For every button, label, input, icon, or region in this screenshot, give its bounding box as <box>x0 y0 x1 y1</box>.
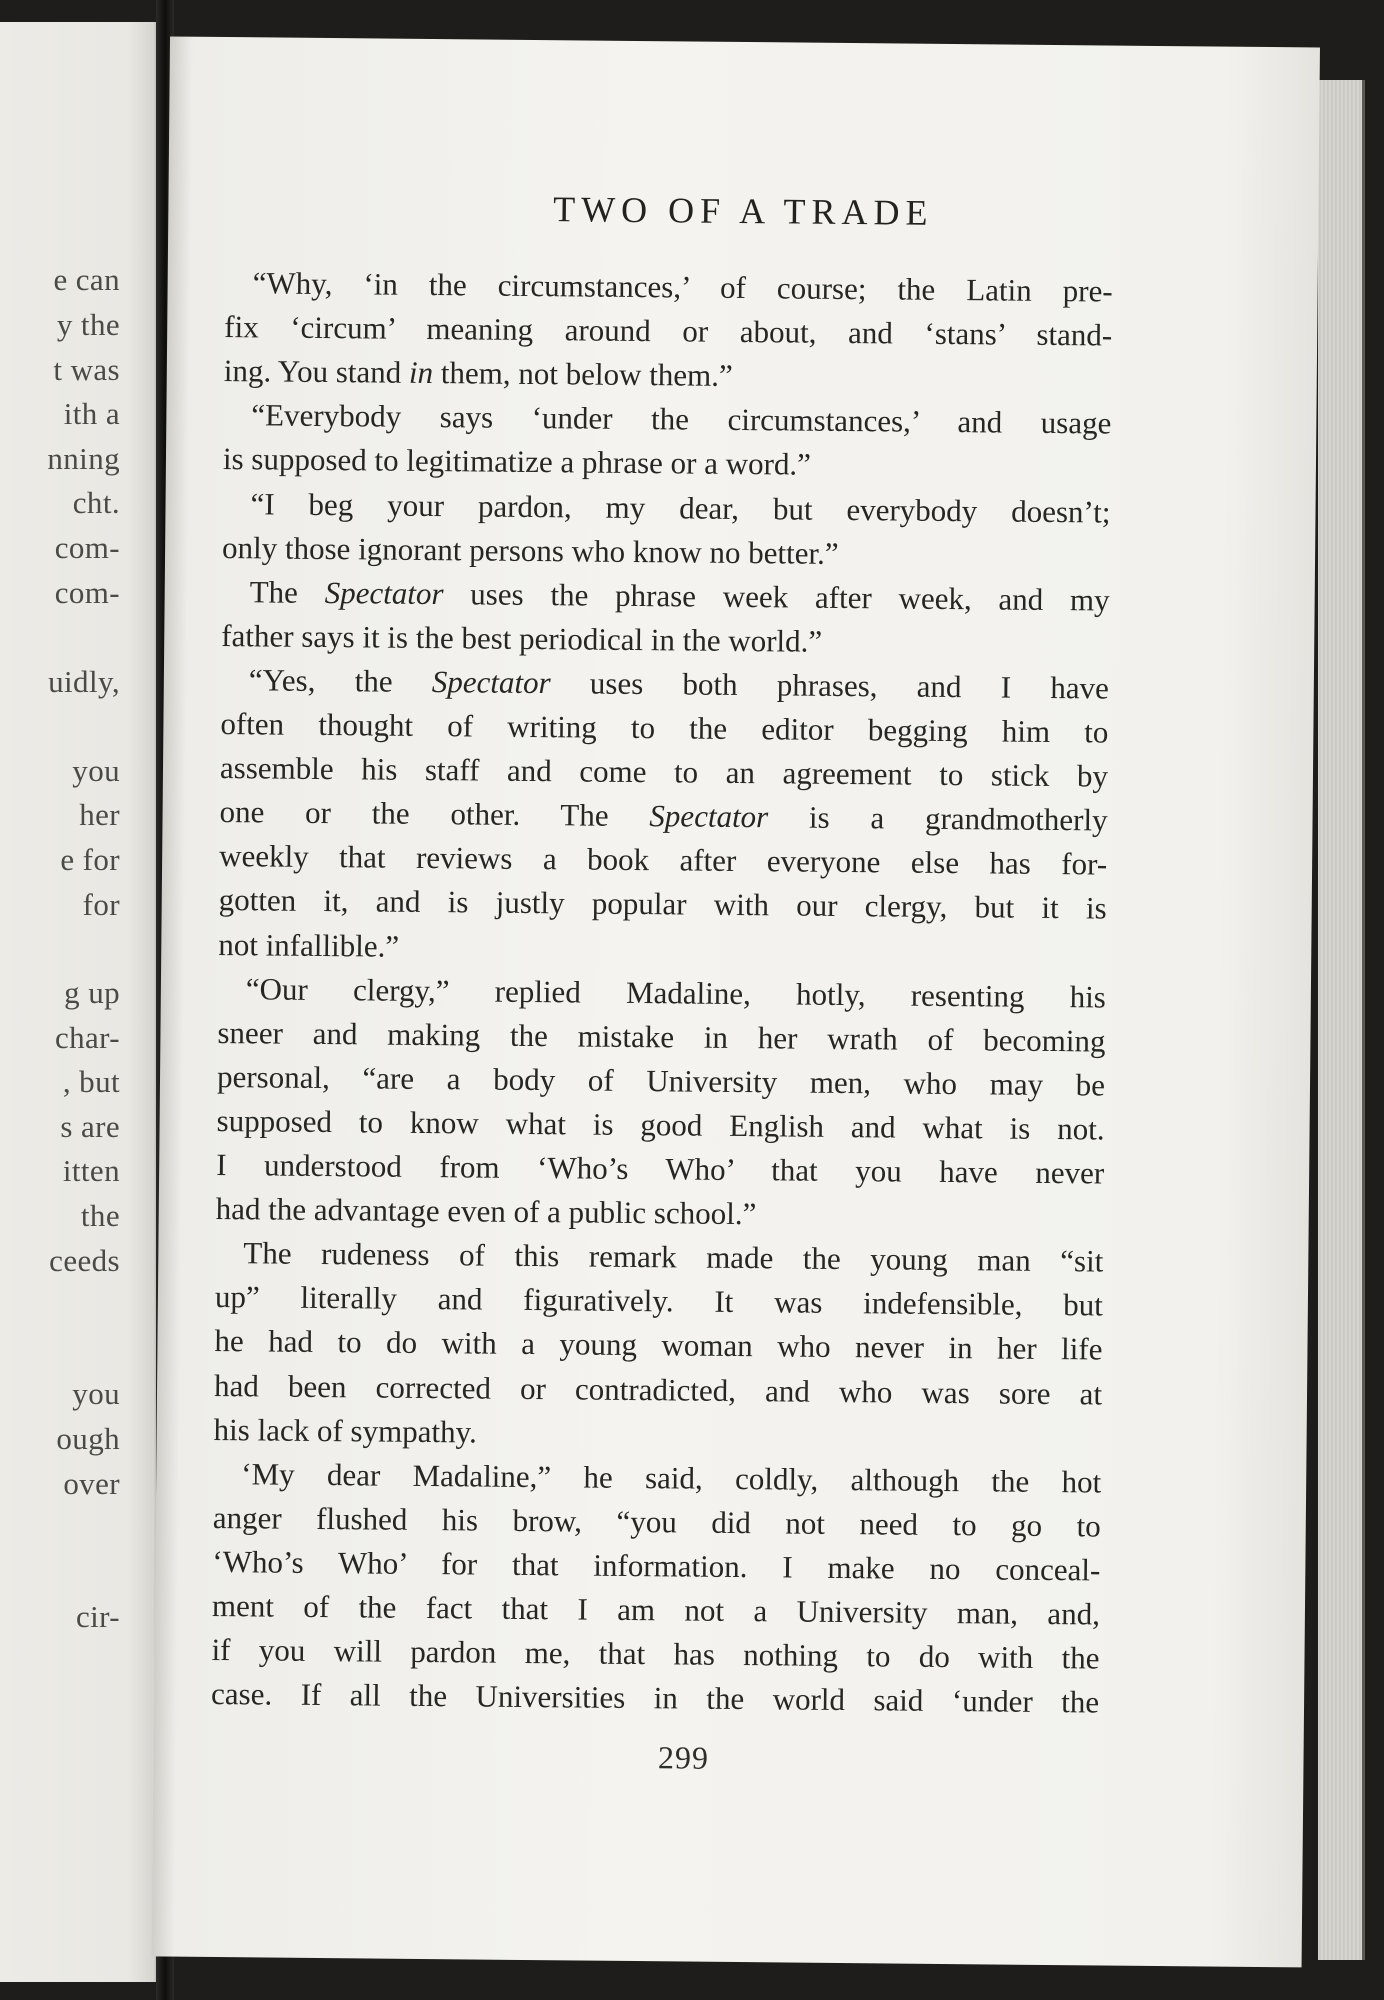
body-line: The rudeness of this remark made the young man “sit <box>243 1235 1104 1279</box>
body-line: The Spectator uses the phrase week after week, and my <box>249 573 1110 618</box>
body-line: sneer and making the mistake in her wrath of becoming <box>217 1014 1106 1059</box>
body-line: “Yes, the Spectator uses both phrases, and I have <box>248 662 1109 706</box>
left-page-line: , but <box>62 1064 120 1099</box>
left-page-line: t was <box>53 352 120 387</box>
left-page-line: her <box>79 797 120 832</box>
left-page-line: e for <box>60 842 120 877</box>
body-line: had the advantage even of a public school.” <box>215 1191 757 1232</box>
left-page-line: com- <box>54 575 120 610</box>
left-page <box>0 22 160 1982</box>
body-line: is supposed to legitimatize a phrase or a word.” <box>222 441 812 483</box>
body-line: his lack of sympathy. <box>213 1411 477 1450</box>
left-page-line: you <box>72 753 120 788</box>
body-line: one or the other. The Spectator is a grandmotherly <box>219 794 1108 838</box>
left-page-line: ough <box>56 1421 120 1456</box>
body-line: ‘Who’s Who’ for that information. I make no conceal- <box>212 1543 1101 1588</box>
body-line: weekly that reviews a book after everyone else has for- <box>218 838 1108 882</box>
body-line: case. If all the Universities in the world said ‘under the <box>210 1676 1100 1720</box>
body-line: only those ignorant persons who know no better.” <box>221 529 839 571</box>
body-line: ‘My dear Madaline,” he said, coldly, although the hot <box>241 1455 1102 1500</box>
left-page-line: cht. <box>72 485 120 520</box>
right-page <box>152 36 1320 1967</box>
body-line: often thought of writing to the editor begging him to <box>220 705 1109 750</box>
left-page-line: y the <box>56 307 120 342</box>
left-page-line: com- <box>54 530 120 565</box>
page-stack-edge <box>1318 80 1365 1960</box>
body-line: ment of the fact that I am not a University man, and, <box>211 1587 1101 1632</box>
body-line: anger flushed his brow, “you did not need to go to <box>212 1499 1101 1544</box>
body-line: had been corrected or contradicted, and who was sore at <box>213 1367 1103 1411</box>
body-line: if you will pardon me, that has nothing to do with the <box>211 1632 1100 1676</box>
left-page-line: nning <box>47 441 120 476</box>
left-page-line: s are <box>60 1109 120 1144</box>
left-page-line: ith a <box>63 396 120 431</box>
left-page-line: you <box>72 1376 120 1411</box>
left-page-line: the <box>80 1198 120 1233</box>
left-page-line: char- <box>54 1020 120 1055</box>
body-line: “Why, ‘in the circumstances,’ of course; the Latin pre- <box>252 265 1113 309</box>
running-header: TWO OF A TRADE <box>553 189 934 233</box>
body-line: I understood from ‘Who’s Who’ that you have never <box>216 1146 1105 1191</box>
body-line: “Everybody says ‘under the circumstances,’ and usage <box>251 397 1112 441</box>
left-page-line: cir- <box>76 1599 120 1634</box>
left-page-line: ceeds <box>49 1243 120 1278</box>
left-page-line: itten <box>62 1153 120 1188</box>
body-line: “I beg your pardon, my dear, but everybody doesn’t; <box>250 485 1111 530</box>
body-line: he had to do with a young woman who never in her life <box>214 1323 1103 1367</box>
body-line: “Our clergy,” replied Madaline, hotly, resenting his <box>245 970 1107 1015</box>
body-line: personal, “are a body of University men, who may be <box>216 1058 1106 1103</box>
body-line: father says it is the best periodical in the world.” <box>221 617 823 659</box>
left-page-line: e can <box>53 262 120 297</box>
body-line: not infallible.” <box>218 926 400 964</box>
left-page-line: g up <box>64 975 120 1010</box>
left-page-line: for <box>82 887 120 922</box>
body-line: up” literally and figuratively. It was indefensible, but <box>214 1279 1104 1323</box>
page-number: 299 <box>657 1739 710 1776</box>
body-line: supposed to know what is good English and what is not. <box>216 1102 1105 1147</box>
body-line: assemble his staff and come to an agreement to stick by <box>219 750 1109 794</box>
left-page-line: over <box>63 1466 120 1501</box>
left-page-line: uidly, <box>48 664 120 699</box>
body-line: ing. You stand in them, not below them.” <box>223 353 733 394</box>
body-line: gotten it, and is justly popular with our clergy, but it is <box>218 882 1107 926</box>
body-line: fix ‘circum’ meaning around or about, and ‘stans’ stand- <box>224 309 1113 353</box>
